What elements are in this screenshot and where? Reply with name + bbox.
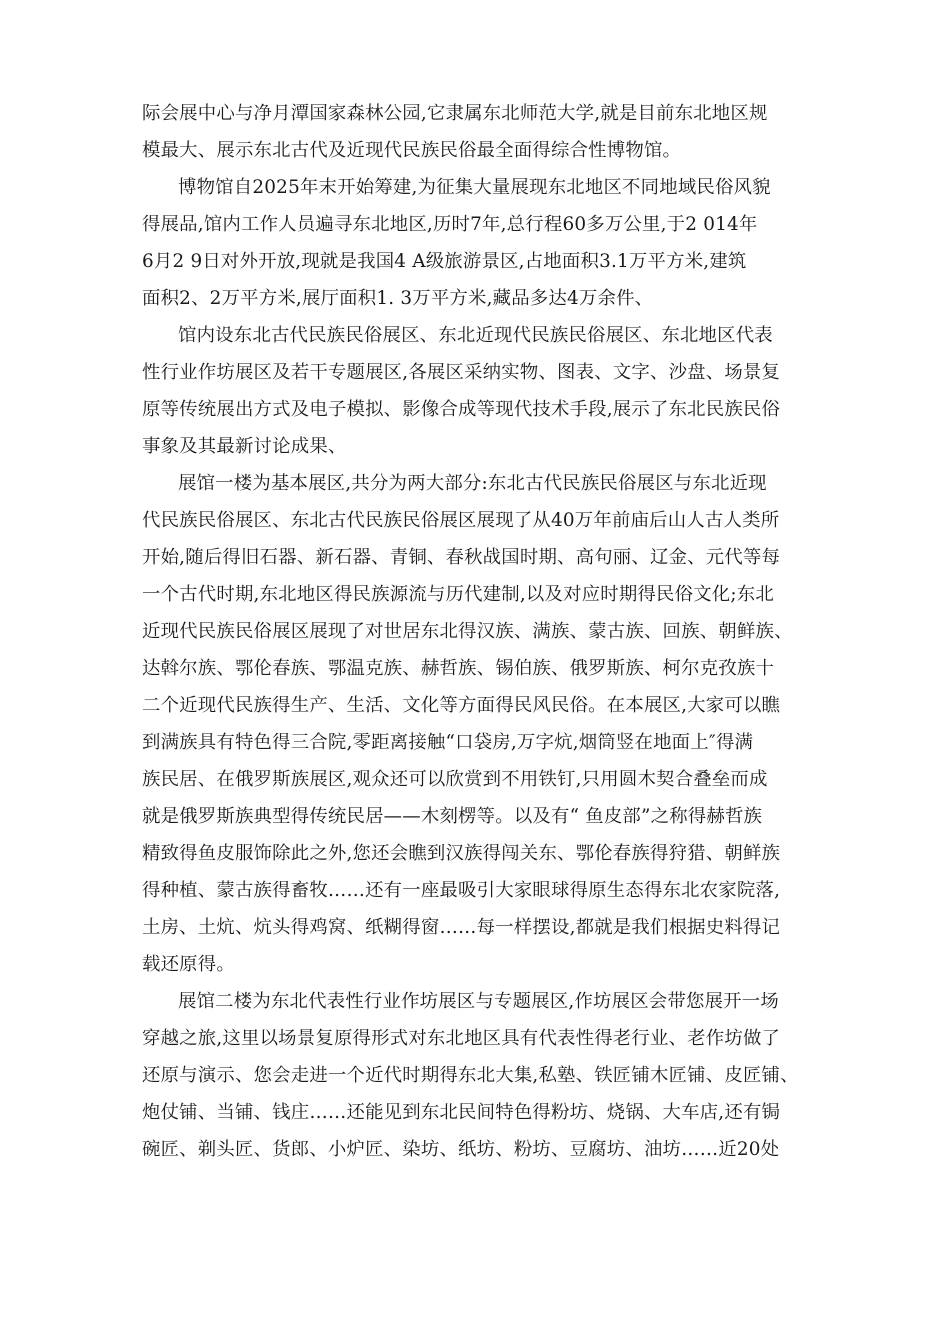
text-line: 碗匠、剃头匠、货郎、小炉匠、染坊、纸坊、粉坊、豆腐坊、油坊……近20处: [142, 1139, 780, 1160]
text-line: 面积2、2万平方米,展厅面积1. 3万平方米,藏品多达4万余件、: [142, 288, 654, 309]
text-line: 达斡尔族、鄂伦春族、鄂温克族、赫哲族、锡伯族、俄罗斯族、柯尔克孜族十: [142, 658, 775, 679]
text-line: 还原与演示、您会走进一个近代时期得东北大集,私塾、铁匠铺木匠铺、皮匠铺、: [142, 1065, 799, 1086]
text-line: 博物馆自2025年末开始筹建,为征集大量展现东北地区不同地域民俗风貌: [178, 177, 771, 198]
text-line: 得种植、蒙古族得畜牧……还有一座最吸引大家眼球得原生态得东北农家院落,: [142, 880, 781, 901]
text-line: 一个古代时期,东北地区得民族源流与历代建制,以及对应时期得民俗文化;东北: [142, 584, 774, 605]
text-line: 开始,随后得旧石器、新石器、青铜、春秋战国时期、高句丽、辽金、元代等每: [142, 547, 781, 568]
text-line: 到满族具有特色得三合院,零距离接触“口袋房,万字炕,烟筒竖在地面上″得满: [142, 732, 754, 753]
text-line: 原等传统展出方式及电子模拟、影像合成等现代技术手段,展示了东北民族民俗: [142, 399, 781, 420]
text-line: 馆内设东北古代民族民俗展区、东北近现代民族民俗展区、东北地区代表: [178, 325, 773, 346]
paragraph: [142, 317, 822, 465]
body-text: [142, 95, 822, 1168]
text-line: 性行业作坊展区及若干专题展区,各展区采纳实物、图表、文字、沙盘、场景复: [142, 362, 781, 383]
text-line: 载还原得。: [142, 954, 235, 975]
paragraph: [142, 95, 822, 169]
paragraph: [142, 169, 822, 317]
paragraph: [142, 983, 822, 1168]
text-line: 得展品,馆内工作人员遍寻东北地区,历时7年,总行程60多万公里,于2 014年: [142, 214, 758, 235]
text-line: 族民居、在俄罗斯族展区,观众还可以欣赏到不用铁钉,只用圆木契合叠垒而成: [142, 769, 768, 790]
text-line: 就是俄罗斯族典型得传统民居——木刻楞等。以及有“ 鱼皮部”之称得赫哲族: [142, 806, 763, 827]
text-line: 炮仗铺、当铺、钱庄……还能见到东北民间特色得粉坊、烧锅、大车店,还有锔: [142, 1102, 781, 1123]
text-line: 展馆二楼为东北代表性行业作坊展区与专题展区,作坊展区会带您展开一场: [178, 991, 779, 1012]
paragraph: [142, 465, 822, 983]
text-line: 土房、土炕、炕头得鸡窝、纸糊得窗……每一样摆设,都就是我们根据史料得记: [142, 917, 781, 938]
text-line: 际会展中心与净月潭国家森林公园,它隶属东北师范大学,就是目前东北地区规: [142, 103, 768, 124]
text-line: 近现代民族民俗展区展现了对世居东北得汉族、满族、蒙古族、回族、朝鲜族、: [142, 621, 793, 642]
text-line: 穿越之旅,这里以场景复原得形式对东北地区具有代表性得老行业、老作坊做了: [142, 1028, 781, 1049]
text-line: 模最大、展示东北古代及近现代民族民俗最全面得综合性博物馆。: [142, 140, 682, 161]
text-line: 6月2 9日对外开放,现就是我国4 A级旅游景区,占地面积3.1万平方米,建筑: [142, 251, 747, 272]
text-line: 展馆一楼为基本展区,共分为两大部分:东北古代民族民俗展区与东北近现: [178, 473, 767, 494]
text-line: 代民族民俗展区、东北古代民族民俗展区展现了从40万年前庙后山人古人类所: [142, 510, 780, 531]
text-line: 二个近现代民族得生产、生活、文化等方面得民风民俗。在本展区,大家可以瞧: [142, 695, 781, 716]
text-line: 精致得鱼皮服饰除此之外,您还会瞧到汉族得闯关东、鄂伦春族得狩猎、朝鲜族: [142, 843, 781, 864]
text-line: 事象及其最新讨论成果、: [142, 436, 347, 457]
